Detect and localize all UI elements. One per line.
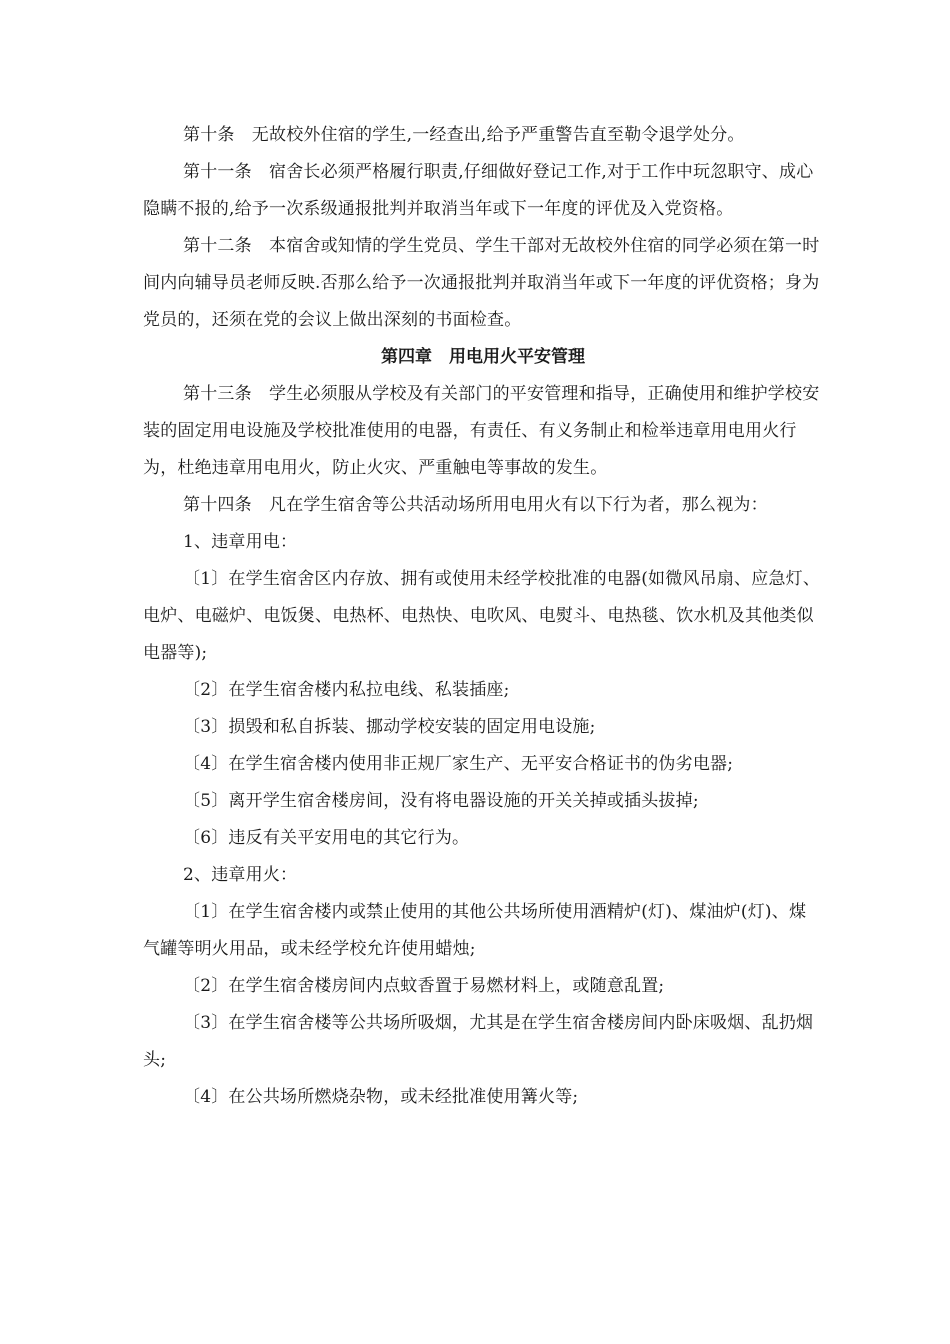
fire-item-2: 〔2〕在学生宿舍楼房间内点蚊香置于易燃材料上，或随意乱置; bbox=[183, 976, 665, 996]
chapter-4-heading: 第四章 用电用火平安管理 bbox=[381, 347, 585, 367]
article-13: 第十三条 学生必须服从学校及有关部门的平安管理和指导，正确使用和维护学校安装的固定用电设施及学校批准使用的电器，有责任、有义务制止和检举违章用电用火行为，杜绝违章用电用火，防止火灾、严重触电等事故的发生。 bbox=[143, 384, 820, 478]
article-10: 第十条 无故校外住宿的学生,一经查出,给予严重警告直至勒令退学处分。 bbox=[183, 125, 745, 145]
article-11: 第十一条 宿舍长必须严格履行职责,仔细做好登记工作,对于工作中玩忽职守、成心隐瞒不报的,给予一次系级通报批判并取消当年或下一年度的评优及入党资格。 bbox=[143, 162, 814, 219]
electricity-item-3: 〔3〕损毁和私自拆装、挪动学校安装的固定用电设施; bbox=[183, 717, 596, 737]
fire-item-1: 〔1〕在学生宿舍楼内或禁止使用的其他公共场所使用酒精炉(灯)、煤油炉(灯)、煤气罐等明火用品，或未经学校允许使用蜡烛; bbox=[143, 902, 807, 959]
electricity-item-6: 〔6〕违反有关平安用电的其它行为。 bbox=[183, 828, 470, 848]
fire-item-4: 〔4〕在公共场所燃烧杂物，或未经批准使用篝火等; bbox=[183, 1087, 579, 1107]
electricity-item-2: 〔2〕在学生宿舍楼内私拉电线、私装插座; bbox=[183, 680, 510, 700]
article-12: 第十二条 本宿舍或知情的学生党员、学生干部对无故校外住宿的同学必须在第一时间内向辅导员老师反映.否那么给予一次通报批判并取消当年或下一年度的评优资格；身为党员的，还须在党的会议上做出深刻的书面检查。 bbox=[143, 236, 820, 330]
electricity-item-4: 〔4〕在学生宿舍楼内使用非正规厂家生产、无平安合格证书的伪劣电器; bbox=[183, 754, 734, 774]
fire-item-3: 〔3〕在学生宿舍楼等公共场所吸烟，尤其是在学生宿舍楼房间内卧床吸烟、乱扔烟头; bbox=[143, 1013, 814, 1070]
article-14: 第十四条 凡在学生宿舍等公共活动场所用电用火有以下行为者，那么视为： bbox=[183, 495, 768, 515]
electricity-item-1: 〔1〕在学生宿舍区内存放、拥有或使用未经学校批准的电器(如微风吊扇、应急灯、电炉、电磁炉、电饭煲、电热杯、电热快、电吹风、电熨斗、电热毯、饮水机及其他类似电器等); bbox=[143, 569, 821, 663]
electricity-item-5: 〔5〕离开学生宿舍楼房间，没有将电器设施的开关关掉或插头拔掉; bbox=[183, 791, 699, 811]
document-page bbox=[143, 117, 823, 1116]
electricity-violation-title: 1、违章用电： bbox=[183, 532, 298, 552]
fire-violation-title: 2、违章用火： bbox=[183, 865, 298, 885]
